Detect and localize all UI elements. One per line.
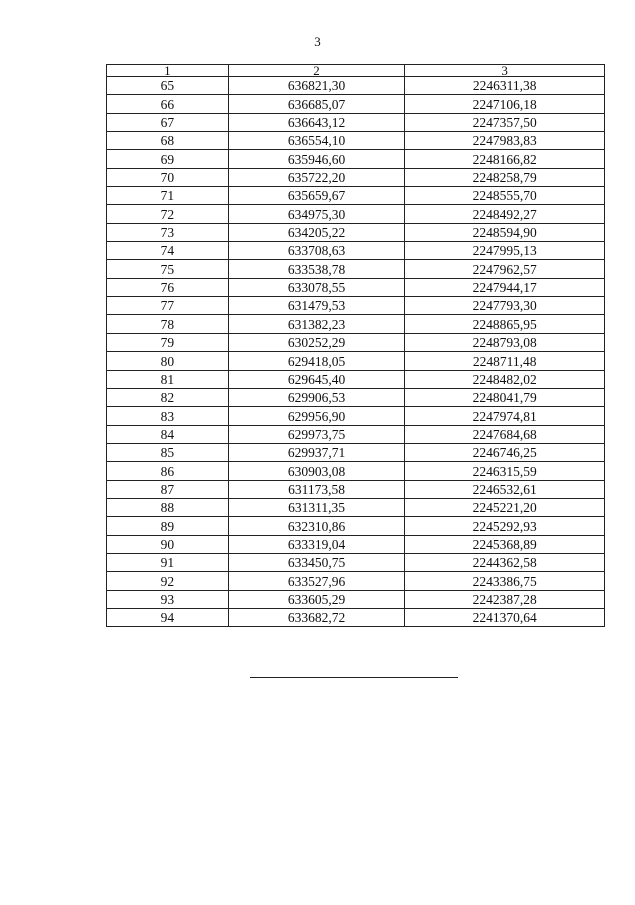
table-row <box>107 425 605 443</box>
table-body <box>107 77 605 627</box>
point-number-cell: 80 <box>107 352 229 370</box>
point-number-cell: 92 <box>107 572 229 590</box>
x-coordinate-cell: 631311,35 <box>228 498 405 516</box>
x-coordinate-cell: 629956,90 <box>228 407 405 425</box>
table-row <box>107 242 605 260</box>
point-number-cell: 78 <box>107 315 229 333</box>
y-coordinate-cell: 2241370,64 <box>405 608 605 626</box>
table-row <box>107 205 605 223</box>
point-number-cell: 72 <box>107 205 229 223</box>
point-number-cell: 83 <box>107 407 229 425</box>
y-coordinate-cell: 2248482,02 <box>405 370 605 388</box>
table-row <box>107 150 605 168</box>
point-number-cell: 67 <box>107 113 229 131</box>
x-coordinate-cell: 636685,07 <box>228 95 405 113</box>
y-coordinate-cell: 2246315,59 <box>405 462 605 480</box>
table-header-row <box>107 65 605 77</box>
point-number-cell: 76 <box>107 278 229 296</box>
y-coordinate-cell: 2248793,08 <box>405 333 605 351</box>
point-number-cell: 87 <box>107 480 229 498</box>
x-coordinate-cell: 632310,86 <box>228 517 405 535</box>
x-coordinate-cell: 629906,53 <box>228 388 405 406</box>
x-coordinate-cell: 633605,29 <box>228 590 405 608</box>
table-row <box>107 480 605 498</box>
y-coordinate-cell: 2248492,27 <box>405 205 605 223</box>
point-number-cell: 85 <box>107 443 229 461</box>
point-number-cell: 71 <box>107 187 229 205</box>
table-row <box>107 517 605 535</box>
x-coordinate-cell: 630252,29 <box>228 333 405 351</box>
point-number-cell: 84 <box>107 425 229 443</box>
y-coordinate-cell: 2247684,68 <box>405 425 605 443</box>
point-number-cell: 91 <box>107 553 229 571</box>
point-number-cell: 70 <box>107 168 229 186</box>
x-coordinate-cell: 633527,96 <box>228 572 405 590</box>
end-divider-line <box>250 677 458 678</box>
table-row <box>107 572 605 590</box>
x-coordinate-cell: 633319,04 <box>228 535 405 553</box>
table-row <box>107 498 605 516</box>
point-number-cell: 86 <box>107 462 229 480</box>
point-number-cell: 81 <box>107 370 229 388</box>
point-number-cell: 89 <box>107 517 229 535</box>
column-header-1: 1 <box>107 65 229 77</box>
table-row <box>107 260 605 278</box>
table-row <box>107 352 605 370</box>
point-number-cell: 69 <box>107 150 229 168</box>
y-coordinate-cell: 2248166,82 <box>405 150 605 168</box>
x-coordinate-cell: 634205,22 <box>228 223 405 241</box>
y-coordinate-cell: 2242387,28 <box>405 590 605 608</box>
x-coordinate-cell: 633078,55 <box>228 278 405 296</box>
y-coordinate-cell: 2248555,70 <box>405 187 605 205</box>
y-coordinate-cell: 2248258,79 <box>405 168 605 186</box>
point-number-cell: 75 <box>107 260 229 278</box>
y-coordinate-cell: 2247793,30 <box>405 297 605 315</box>
coordinates-table <box>106 64 605 627</box>
y-coordinate-cell: 2247357,50 <box>405 113 605 131</box>
table-row <box>107 388 605 406</box>
y-coordinate-cell: 2247106,18 <box>405 95 605 113</box>
x-coordinate-cell: 631382,23 <box>228 315 405 333</box>
table-row <box>107 95 605 113</box>
table-row <box>107 462 605 480</box>
table-row <box>107 223 605 241</box>
y-coordinate-cell: 2248865,95 <box>405 315 605 333</box>
table-row <box>107 370 605 388</box>
y-coordinate-cell: 2247962,57 <box>405 260 605 278</box>
y-coordinate-cell: 2247974,81 <box>405 407 605 425</box>
x-coordinate-cell: 633708,63 <box>228 242 405 260</box>
table-row <box>107 168 605 186</box>
point-number-cell: 65 <box>107 77 229 95</box>
table-row <box>107 297 605 315</box>
x-coordinate-cell: 636554,10 <box>228 132 405 150</box>
x-coordinate-cell: 633538,78 <box>228 260 405 278</box>
x-coordinate-cell: 629973,75 <box>228 425 405 443</box>
y-coordinate-cell: 2246532,61 <box>405 480 605 498</box>
x-coordinate-cell: 635659,67 <box>228 187 405 205</box>
table-row <box>107 132 605 150</box>
y-coordinate-cell: 2248594,90 <box>405 223 605 241</box>
y-coordinate-cell: 2245368,89 <box>405 535 605 553</box>
y-coordinate-cell: 2246746,25 <box>405 443 605 461</box>
point-number-cell: 74 <box>107 242 229 260</box>
table-row <box>107 333 605 351</box>
y-coordinate-cell: 2248041,79 <box>405 388 605 406</box>
y-coordinate-cell: 2246311,38 <box>405 77 605 95</box>
point-number-cell: 90 <box>107 535 229 553</box>
table-row <box>107 315 605 333</box>
point-number-cell: 88 <box>107 498 229 516</box>
y-coordinate-cell: 2243386,75 <box>405 572 605 590</box>
table-row <box>107 278 605 296</box>
point-number-cell: 68 <box>107 132 229 150</box>
point-number-cell: 94 <box>107 608 229 626</box>
table-row <box>107 407 605 425</box>
table-row <box>107 77 605 95</box>
x-coordinate-cell: 635722,20 <box>228 168 405 186</box>
x-coordinate-cell: 629645,40 <box>228 370 405 388</box>
x-coordinate-cell: 629937,71 <box>228 443 405 461</box>
point-number-cell: 73 <box>107 223 229 241</box>
point-number-cell: 93 <box>107 590 229 608</box>
y-coordinate-cell: 2248711,48 <box>405 352 605 370</box>
table-row <box>107 608 605 626</box>
x-coordinate-cell: 629418,05 <box>228 352 405 370</box>
table-row <box>107 443 605 461</box>
table-row <box>107 553 605 571</box>
table-row <box>107 113 605 131</box>
y-coordinate-cell: 2245221,20 <box>405 498 605 516</box>
y-coordinate-cell: 2245292,93 <box>405 517 605 535</box>
x-coordinate-cell: 634975,30 <box>228 205 405 223</box>
x-coordinate-cell: 633682,72 <box>228 608 405 626</box>
table-row <box>107 187 605 205</box>
y-coordinate-cell: 2247944,17 <box>405 278 605 296</box>
x-coordinate-cell: 636821,30 <box>228 77 405 95</box>
y-coordinate-cell: 2244362,58 <box>405 553 605 571</box>
point-number-cell: 66 <box>107 95 229 113</box>
x-coordinate-cell: 631173,58 <box>228 480 405 498</box>
point-number-cell: 82 <box>107 388 229 406</box>
y-coordinate-cell: 2247983,83 <box>405 132 605 150</box>
table-row <box>107 590 605 608</box>
point-number-cell: 79 <box>107 333 229 351</box>
column-header-3: 3 <box>405 65 605 77</box>
x-coordinate-cell: 631479,53 <box>228 297 405 315</box>
y-coordinate-cell: 2247995,13 <box>405 242 605 260</box>
table-row <box>107 535 605 553</box>
x-coordinate-cell: 635946,60 <box>228 150 405 168</box>
page-number: 3 <box>314 34 321 49</box>
x-coordinate-cell: 633450,75 <box>228 553 405 571</box>
x-coordinate-cell: 630903,08 <box>228 462 405 480</box>
point-number-cell: 77 <box>107 297 229 315</box>
column-header-2: 2 <box>228 65 405 77</box>
x-coordinate-cell: 636643,12 <box>228 113 405 131</box>
